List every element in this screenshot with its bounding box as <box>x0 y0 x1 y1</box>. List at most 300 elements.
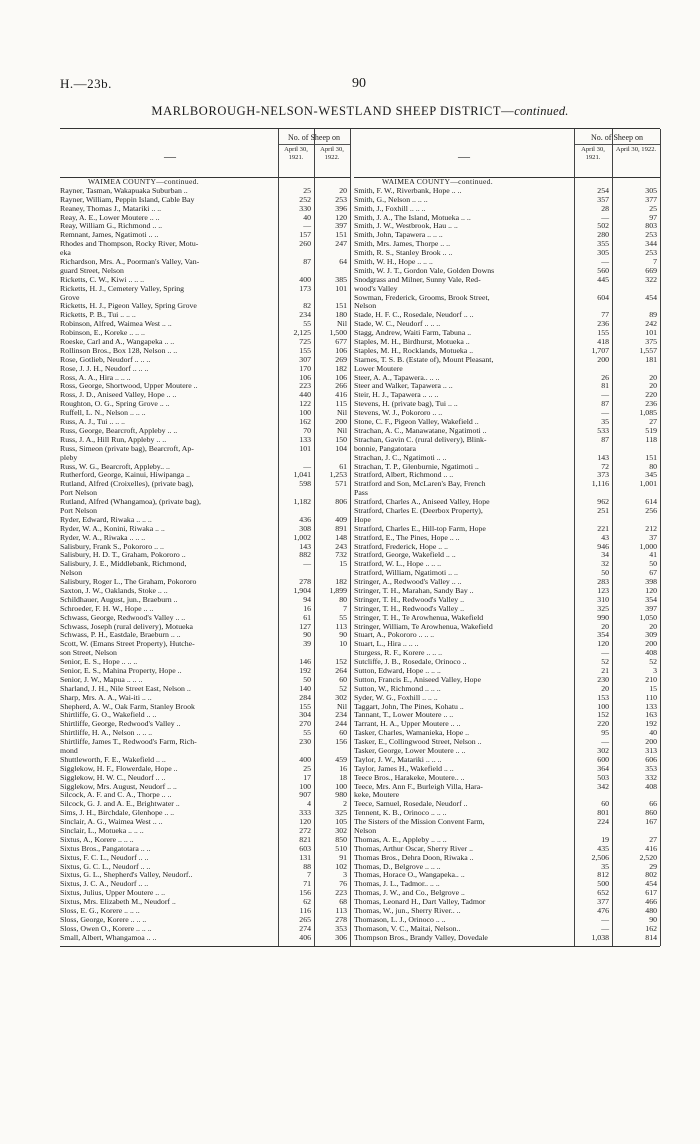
owner-name: Thomas, W., jun., Sherry River.. .. <box>354 907 461 916</box>
sheep-1922: 61 <box>339 461 347 471</box>
sheep-1922: 167 <box>645 817 657 827</box>
sheep-1922: 16 <box>339 763 347 773</box>
owner-name: Thomason, V. C., Maitai, Nelson.. <box>354 924 461 933</box>
table-row <box>354 934 660 943</box>
owner-name: Stade, H. F. C., Rosedale, Neudorf .. .. <box>354 311 474 320</box>
table-row <box>354 685 660 694</box>
table-row <box>60 640 350 649</box>
owner-name: Sixtus, J. C. A., Neudorf .. .. <box>60 880 149 889</box>
sheep-1922: 20 <box>649 372 657 382</box>
table-row <box>354 454 660 463</box>
owner-name: Stringer, T. H., Marahan, Sandy Bay .. <box>354 586 474 595</box>
right-column <box>354 129 660 943</box>
table-row <box>354 427 660 436</box>
sheep-1922: 385 <box>335 274 347 284</box>
sheep-1922: 151 <box>335 301 347 311</box>
sheep-owners-table <box>60 128 660 947</box>
sheep-1921: 305 <box>597 248 609 258</box>
owner-name: Smith, J., Foxhill .. .. .. <box>354 204 426 213</box>
sheep-1922: 156 <box>335 737 347 747</box>
table-row <box>354 480 660 489</box>
owner-name: Sinclair, L., Motueka .. .. .. <box>60 827 144 836</box>
sheep-1922: 408 <box>645 648 657 658</box>
sheep-1921: 373 <box>597 470 609 480</box>
sheep-1922: 113 <box>335 906 347 916</box>
sheep-1922: 100 <box>335 781 347 791</box>
owner-name: Rose, Gotlieb, Neudorf .. .. .. <box>60 355 151 364</box>
table-row <box>354 569 660 578</box>
sheep-1921: 1,182 <box>293 497 311 507</box>
sheep-1921: 283 <box>597 577 609 587</box>
owner-name: WAIMEA COUNTY—continued. <box>88 178 199 186</box>
owner-name: Saxton, J. W., Oaklands, Stoke .. .. <box>60 586 168 595</box>
sheep-1921: 77 <box>601 310 609 320</box>
sheep-1922: 162 <box>645 923 657 933</box>
sheep-1922: 50 <box>649 559 657 569</box>
owner-name: Stagg, Andrew, Waiti Farm, Tabuna .. <box>354 329 472 338</box>
owner-name: Pass <box>354 489 368 498</box>
sheep-1922: 1,085 <box>639 408 657 418</box>
table-row <box>354 418 660 427</box>
sheep-1922: 10 <box>339 639 347 649</box>
sheep-1922: 68 <box>339 897 347 907</box>
sheep-1921: 70 <box>303 425 311 435</box>
sheep-1921: 50 <box>303 674 311 684</box>
table-row <box>354 436 660 445</box>
owner-name: Thomas, Horace O., Wangapeka.. .. <box>354 871 465 880</box>
sheep-1922: 353 <box>335 923 347 933</box>
sheep-1922: Nil <box>337 408 347 418</box>
sheep-1921: 55 <box>303 728 311 738</box>
sheep-1922: 41 <box>649 550 657 560</box>
owner-name: Schwass, P. H., Eastdale, Braeburn .. .. <box>60 631 181 640</box>
sheep-1922: 15 <box>649 683 657 693</box>
sheep-1921: 173 <box>299 283 311 293</box>
sheep-1921: 1,904 <box>293 585 311 595</box>
sheep-1921: — <box>601 737 609 747</box>
sheep-1921: 100 <box>299 781 311 791</box>
table-row <box>354 774 660 783</box>
sheep-1922: 110 <box>645 692 657 702</box>
page-title <box>60 104 660 119</box>
table-row <box>354 925 660 934</box>
sheep-1922: 67 <box>649 568 657 578</box>
sheep-1921: 140 <box>299 683 311 693</box>
sheep-1922: 3 <box>343 870 347 880</box>
owner-name: Ricketts, C. W., Kiwi .. .. .. <box>60 275 145 284</box>
sheep-1922: 212 <box>645 523 657 533</box>
table-row <box>60 480 350 489</box>
table-row <box>354 827 660 836</box>
owner-name: Stratford, Albert, Richmond .. .. <box>354 471 454 480</box>
table-row <box>60 560 350 569</box>
owner-name: Strachan, Gavin C. (rural delivery), Blink- <box>354 435 487 444</box>
sheep-1922: 60 <box>339 728 347 738</box>
table-row <box>354 738 660 747</box>
sheep-1922: 200 <box>335 417 347 427</box>
table-row <box>354 382 660 391</box>
owner-name: Ryder, W. A., Riwaka .. .. .. <box>60 533 146 542</box>
table-row <box>354 560 660 569</box>
sheep-1922: 91 <box>339 852 347 862</box>
sheep-1921: 72 <box>601 461 609 471</box>
sheep-1921: 435 <box>597 843 609 853</box>
table-row <box>354 863 660 872</box>
owner-name: Stuart, A., Pokororo .. .. .. <box>354 631 435 640</box>
sheep-1922: 7 <box>343 603 347 613</box>
table-row <box>354 605 660 614</box>
sheep-1921: 101 <box>299 443 311 453</box>
sheep-1922: 150 <box>335 434 347 444</box>
sheep-1921: 1,041 <box>293 470 311 480</box>
owner-name: Stevens, W. J., Pokororo .. .. <box>354 409 443 418</box>
owner-name: Schildhauer, August, jun., Braeburn .. <box>60 595 178 604</box>
table-row <box>354 214 660 223</box>
sheep-1921: 43 <box>601 532 609 542</box>
sheep-1921: 251 <box>597 505 609 515</box>
sheep-1921: 170 <box>299 363 311 373</box>
sheep-1922: 37 <box>649 532 657 542</box>
sheep-1922: 614 <box>645 497 657 507</box>
owner-name: Teece Bros., Harakeke, Moutere.. .. <box>354 773 465 782</box>
owner-name: Ryder, Edward, Riwaka .. .. .. <box>60 515 152 524</box>
owner-name: Rutland, Alfred (Whangamoa), (private bag), <box>60 498 201 507</box>
owner-name: Sixtus, F. C. L., Neudorf .. .. <box>60 853 149 862</box>
sheep-1922: 120 <box>335 212 347 222</box>
sheep-1922: 90 <box>339 630 347 640</box>
owner-name: wood's Valley <box>354 284 398 293</box>
sheep-1922: 243 <box>335 541 347 551</box>
sheep-count-header: No. of Sheep on <box>278 131 350 145</box>
sheep-1921: 946 <box>597 541 609 551</box>
sheep-1922: 133 <box>645 701 657 711</box>
owner-name: Port Nelson <box>60 489 98 498</box>
sheep-1921: 400 <box>299 754 311 764</box>
table-row <box>354 320 660 329</box>
table-row <box>354 578 660 587</box>
owner-name: Sloss, George, Korere .. .. .. <box>60 915 147 924</box>
table-row <box>354 916 660 925</box>
sheep-1922: 20 <box>339 185 347 195</box>
sheep-1922: 76 <box>339 879 347 889</box>
owner-name: mond <box>60 747 78 755</box>
sheep-1921: 725 <box>299 337 311 347</box>
sheep-1922: 409 <box>335 514 347 524</box>
sheep-1922: 325 <box>335 808 347 818</box>
owner-name: Russ, W. G., Bearcroft, Appleby.. .. <box>60 462 170 471</box>
table-row <box>354 231 660 240</box>
sheep-1922: 182 <box>335 363 347 373</box>
sheep-1922: 459 <box>335 754 347 764</box>
sheep-1921: 354 <box>597 630 609 640</box>
sheep-1922: 345 <box>645 470 657 480</box>
owner-name: Smith, W. J. T., Gordon Vale, Golden Downs <box>354 266 495 275</box>
owner-name: Scott, W. (Emans Street Property), Hutche- <box>60 640 195 649</box>
sheep-1921: 440 <box>299 390 311 400</box>
sheep-1922: 2 <box>343 799 347 809</box>
table-row <box>354 374 660 383</box>
owner-name: Sigglekow, Mrs. August, Neudorf .. .. <box>60 782 177 791</box>
sheep-1922: 105 <box>335 817 347 827</box>
owner-name: Salisbury, Frank S., Pokororo .. .. <box>60 542 164 551</box>
table-row <box>354 631 660 640</box>
sheep-1921: 224 <box>597 817 609 827</box>
sheep-1922: 302 <box>335 826 347 836</box>
owner-name: Strachan, A. C., Manawatane, Ngatimoti .. <box>354 426 487 435</box>
owner-name: Sixtus, G. C. L., Neudorf .. .. <box>60 862 151 871</box>
document-reference: H.—23b. <box>60 76 112 91</box>
owner-name: Schwass, George, Redwood's Valley .. .. <box>60 613 186 622</box>
sheep-1922: 1,050 <box>639 612 657 622</box>
sheep-1921: 32 <box>601 559 609 569</box>
sheep-1921: 308 <box>299 523 311 533</box>
sheep-1921: 307 <box>299 354 311 364</box>
table-row <box>354 534 660 543</box>
table-row <box>354 729 660 738</box>
owner-name: Stringer, A., Redwood's Valley .. .. <box>354 578 462 587</box>
sheep-1922: 305 <box>645 185 657 195</box>
sheep-1922: 354 <box>645 594 657 604</box>
sheep-1922: 416 <box>645 843 657 853</box>
sheep-1921: 60 <box>601 799 609 809</box>
owner-name: Sinclair, A. G., Waimea West .. .. <box>60 818 163 827</box>
sheep-1922: 60 <box>339 674 347 684</box>
owner-name: Stratford, William, Ngatimoti .. .. <box>354 569 458 578</box>
sheep-1922: Nil <box>337 319 347 329</box>
table-row <box>354 836 660 845</box>
sheep-1922: 180 <box>335 310 347 320</box>
sheep-1921: 39 <box>303 639 311 649</box>
owner-name: Stone, C. F., Pigeon Valley, Wakefield .. <box>354 418 479 427</box>
table-row <box>354 205 660 214</box>
owner-name: Staples, M. H., Rocklands, Motueka .. <box>354 346 474 355</box>
title-main: MARLBOROUGH-NELSON-WESTLAND SHEEP DISTRICT— <box>151 104 515 118</box>
sheep-1921: 94 <box>303 594 311 604</box>
owner-name: Shepherd, A. W., Oak Farm, Stanley Brook <box>60 702 195 711</box>
sheep-1921: 500 <box>597 879 609 889</box>
sheep-1921: 1,707 <box>591 345 609 355</box>
sheep-count-header: No. of Sheep on <box>574 131 660 145</box>
owner-name: Sims, J. H., Birchdale, Glenhope .. .. <box>60 809 175 818</box>
sheep-1921: 652 <box>597 888 609 898</box>
table-row <box>354 791 660 800</box>
table-row <box>60 285 350 294</box>
sheep-1921: 220 <box>597 719 609 729</box>
sheep-1922: 617 <box>645 888 657 898</box>
sheep-1922: 182 <box>335 577 347 587</box>
sheep-1922: 803 <box>645 221 657 231</box>
owner-name: Snodgrass and Milner, Sunny Vale, Red- <box>354 275 481 284</box>
table-row <box>354 907 660 916</box>
sheep-1921: 304 <box>299 710 311 720</box>
column-rule <box>660 129 661 946</box>
sheep-1922: 398 <box>645 577 657 587</box>
sheep-1921: 278 <box>299 577 311 587</box>
sheep-1922: Nil <box>337 701 347 711</box>
sheep-1921: 95 <box>601 728 609 738</box>
sheep-1922: 192 <box>645 719 657 729</box>
owner-name: Stringer, T. H., Redwood's Valley .. <box>354 595 465 604</box>
sheep-1921: 120 <box>597 639 609 649</box>
owner-name: keke, Moutere <box>354 791 400 800</box>
sheep-1922: 115 <box>335 399 347 409</box>
table-row <box>354 711 660 720</box>
owner-name: Steer and Walker, Tapawera .. .. <box>354 382 453 391</box>
sheep-1921: 26 <box>601 372 609 382</box>
sheep-1921: 604 <box>597 292 609 302</box>
sheep-1921: 35 <box>601 417 609 427</box>
sheep-1922: 891 <box>335 523 347 533</box>
owner-name: Rutherford, George, Kainui, Hiwipanga .. <box>60 471 190 480</box>
owner-name: Russ, J. A., Hill Run, Appleby .. .. <box>60 435 167 444</box>
column-header <box>354 129 660 178</box>
table-row <box>354 294 660 303</box>
owner-name: Steer, A. A., Tapawera.. .. .. <box>354 373 440 382</box>
owner-name: Senior, E. S., Hope .. .. .. <box>60 658 138 667</box>
sheep-1922: 223 <box>335 888 347 898</box>
sheep-1921: 476 <box>597 906 609 916</box>
sheep-1921: — <box>601 212 609 222</box>
sheep-1922: 148 <box>335 532 347 542</box>
sheep-1921: 127 <box>299 621 311 631</box>
sheep-1922: 120 <box>645 585 657 595</box>
table-row <box>354 267 660 276</box>
owner-name: Sixtus, Julius, Upper Moutere .. .. <box>60 889 166 898</box>
name-column-header: — <box>164 149 176 163</box>
sheep-1922: 3 <box>653 665 657 675</box>
sheep-1921: 122 <box>299 399 311 409</box>
owner-name: Stringer, William, Te Arowhenua, Wakefield <box>354 622 493 631</box>
owner-name: Thomas, Arthur Oscar, Sherry River .. <box>354 844 473 853</box>
sheep-1921: — <box>601 257 609 267</box>
sheep-1921: 19 <box>601 834 609 844</box>
sheep-1922: 52 <box>339 683 347 693</box>
owner-name: WAIMEA COUNTY—continued. <box>382 178 493 186</box>
sheep-1921: 503 <box>597 772 609 782</box>
sheep-1921: — <box>601 923 609 933</box>
sheep-1922: 510 <box>335 843 347 853</box>
owner-name: Smith, R. S., Stanley Brook .. .. <box>354 249 453 258</box>
column-rule <box>350 129 351 946</box>
sheep-1922: 454 <box>645 879 657 889</box>
owner-name: Teece, Mrs. Ann F., Burleigh Villa, Hara- <box>354 782 483 791</box>
column-rule <box>574 129 575 946</box>
owner-name: Ruffell, L. N., Nelson .. .. .. <box>60 409 146 418</box>
table-row <box>354 614 660 623</box>
sheep-1921: 16 <box>303 603 311 613</box>
sheep-1921: 221 <box>597 523 609 533</box>
sheep-1921: 40 <box>303 212 311 222</box>
sheep-1921: 162 <box>299 417 311 427</box>
owner-name: Nelson <box>354 302 377 311</box>
sheep-1922: 850 <box>335 834 347 844</box>
sheep-1922: 181 <box>645 354 657 364</box>
sheep-1921: 21 <box>601 665 609 675</box>
sheep-1921: 156 <box>299 888 311 898</box>
sheep-1922: 571 <box>335 479 347 489</box>
sheep-1922: 332 <box>645 772 657 782</box>
sheep-1922: 55 <box>339 612 347 622</box>
table-row <box>60 498 350 507</box>
owner-name: guard Street, Nelson <box>60 266 124 275</box>
owner-name: Sigglekow, H. F., Flowerdale, Hope .. <box>60 764 178 773</box>
sheep-1921: 907 <box>299 790 311 800</box>
sheep-1921: 445 <box>597 274 609 284</box>
table-row <box>354 187 660 196</box>
table-row <box>354 551 660 560</box>
table-row <box>354 507 660 516</box>
owner-name: Ross, A. A., Hira .. .. .. <box>60 373 131 382</box>
sheep-1922: 732 <box>335 550 347 560</box>
sheep-1921: 143 <box>597 452 609 462</box>
owner-name: Stevens, H. (private bag), Tui .. .. <box>354 400 458 409</box>
sheep-1922: 163 <box>645 710 657 720</box>
owner-name: Salisbury, Roger L., The Graham, Pokororo <box>60 578 197 587</box>
table-row <box>354 302 660 311</box>
table-row <box>354 818 660 827</box>
sheep-1922: 234 <box>335 710 347 720</box>
table-row <box>60 934 350 943</box>
sheep-1921: 600 <box>597 754 609 764</box>
owner-name: Thomas, A. E., Appleby .. .. .. <box>354 835 447 844</box>
owner-name: Small, Albert, Whangamoa .. .. <box>60 933 157 942</box>
owner-name: Rose, J. J. H., Neudorf .. .. .. <box>60 364 149 373</box>
sheep-1921: 155 <box>299 345 311 355</box>
owner-name: Shirtliffe, H. A., Nelson .. .. .. <box>60 729 153 738</box>
sheep-1921: 192 <box>299 665 311 675</box>
sheep-1922: 151 <box>645 452 657 462</box>
owner-name: pleby <box>60 453 78 462</box>
owner-name: Stuart, L., Hira .. .. .. <box>354 640 419 649</box>
sheep-1922: 806 <box>335 497 347 507</box>
sheep-1921: 234 <box>299 310 311 320</box>
table-row <box>354 338 660 347</box>
owner-name: Silcock, G. J. and A. E., Brightwater .. <box>60 800 180 809</box>
sheep-1922: 152 <box>335 657 347 667</box>
sheep-1922: 1,899 <box>329 585 347 595</box>
sheep-1922: 253 <box>645 248 657 258</box>
sheep-1921: 1,116 <box>591 479 609 489</box>
sheep-1922: 669 <box>645 265 657 275</box>
owner-name: Thompson Bros., Brandy Valley, Dovedale <box>354 933 488 942</box>
table-row <box>354 222 660 231</box>
table-row <box>354 703 660 712</box>
sheep-1922: 220 <box>645 390 657 400</box>
sheep-1921: 801 <box>597 808 609 818</box>
sheep-1921: 155 <box>299 701 311 711</box>
owner-name: Russ, George, Bearcroft, Appleby .. .. <box>60 426 178 435</box>
sheep-1922: 200 <box>645 737 657 747</box>
sheep-1922: 256 <box>645 505 657 515</box>
table-row <box>354 409 660 418</box>
table-row <box>354 516 660 525</box>
sheep-1921: 20 <box>601 683 609 693</box>
table-row <box>354 854 660 863</box>
sheep-1922: 375 <box>645 337 657 347</box>
table-row <box>354 765 660 774</box>
sheep-1922: 40 <box>649 728 657 738</box>
owner-name: Smith, W. H., Hope .. .. .. <box>354 258 433 267</box>
owner-name: Stade, W. C., Neudorf .. .. .. <box>354 320 441 329</box>
sheep-1922: 269 <box>335 354 347 364</box>
table-row <box>354 463 660 472</box>
owner-name: Rhodes and Thompson, Rocky River, Motu- <box>60 240 199 249</box>
sheep-1921: 364 <box>597 763 609 773</box>
table-row <box>354 587 660 596</box>
sheep-1921: 272 <box>299 826 311 836</box>
table-row <box>354 196 660 205</box>
owner-name: Sigglekow, H. W. C., Neudorf .. .. <box>60 773 166 782</box>
